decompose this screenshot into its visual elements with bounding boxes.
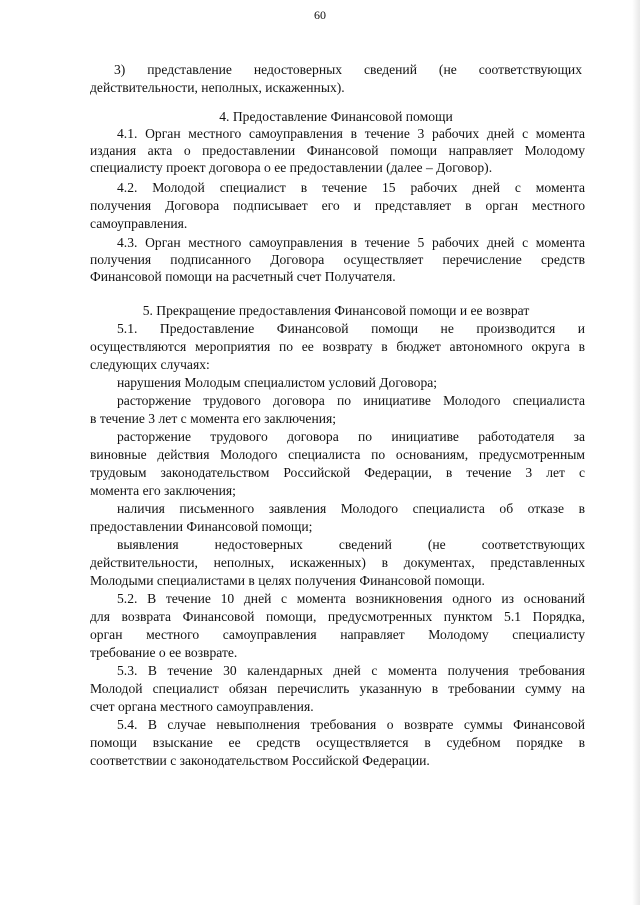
text-line: самоуправления. [90,216,188,231]
text-line: Финансовой помощи на расчетный счет Получателя. [90,269,396,284]
text-line: виновные действия Молодого специалиста по основаниям, предусмотренным [90,447,585,462]
text-line: следующих случаях: [90,357,210,372]
text-line: издания акта о предоставлении Финансовой помощи направляет Молодому [90,143,585,158]
text-line: 3) представление недостоверных сведений (не соответствующих [114,62,582,77]
text-line: требование о ее возврате. [90,645,238,660]
text-line: действительности, неполных, искаженных) в документах, представленных [90,555,585,570]
page-number: 60 [314,8,326,22]
text-line: предоставлении Финансовой помощи; [90,519,313,534]
text-line: наличия письменного заявления Молодого специалиста об отказе в [117,501,585,516]
section-heading: 5. Прекращение предоставления Финансовой помощи и ее возврат [142,303,530,318]
scan-edge [632,0,640,905]
text-line: выявления недостоверных сведений (не соответствующих [117,537,585,552]
text-line: 5.4. В случае невыполнения требования о возврате суммы Финансовой [117,717,585,732]
text-line: осуществляются мероприятия по ее возврату в бюджет автономного округа в [90,339,585,354]
text-line: действительности, неполных, искаженных). [90,80,345,95]
text-line: получения Договора подписывает его и представляет в орган местного [90,198,585,213]
text-line: счет органа местного самоуправления. [90,699,314,714]
text-line: Молодыми специалистами в целях получения Финансовой помощи. [90,573,485,588]
text-line: получения подписанного Договора осуществляет перечисление средств [90,252,585,267]
text-line: момента его заключения; [90,483,236,498]
text-line: соответствии с законодательством Российской Федерации. [90,753,430,768]
text-line: 4.1. Орган местного самоуправления в течение 3 рабочих дней с момента [117,126,585,141]
text-line: Молодой специалист обязан перечислить указанную в требовании сумму на [90,681,585,696]
text-line: расторжение трудового договора по инициативе Молодого специалиста [117,393,585,408]
text-line: в течение 3 лет с момента его заключения; [90,411,337,426]
text-line: 4.3. Орган местного самоуправления в течение 5 рабочих дней с момента [117,235,585,250]
text-line: специалисту проект договора о ее предоставлении (далее – Договор). [90,160,493,175]
text-line: 5.1. Предоставление Финансовой помощи не производится и [117,321,585,336]
text-line: нарушения Молодым специалистом условий Договора; [117,375,438,390]
text-line: для возврата Финансовой помощи, предусмотренных пунктом 5.1 Порядка, [90,609,585,624]
section-heading: 4. Предоставление Финансовой помощи [219,109,453,124]
text-line: помощи взыскание ее средств осуществляется в судебном порядке в [90,735,585,750]
text-line: орган местного самоуправления направляет Молодому специалисту [90,627,585,642]
text-line: 4.2. Молодой специалист в течение 15 рабочих дней с момента [117,180,585,195]
text-line: 5.3. В течение 30 календарных дней с момента получения требования [117,663,585,678]
text-line: расторжение трудового договора по инициативе работодателя за [117,429,585,444]
text-line: 5.2. В течение 10 дней с момента возникновения одного из оснований [117,591,585,606]
text-line: трудовым законодательством Российской Федерации, в течение 3 лет с [90,465,585,480]
